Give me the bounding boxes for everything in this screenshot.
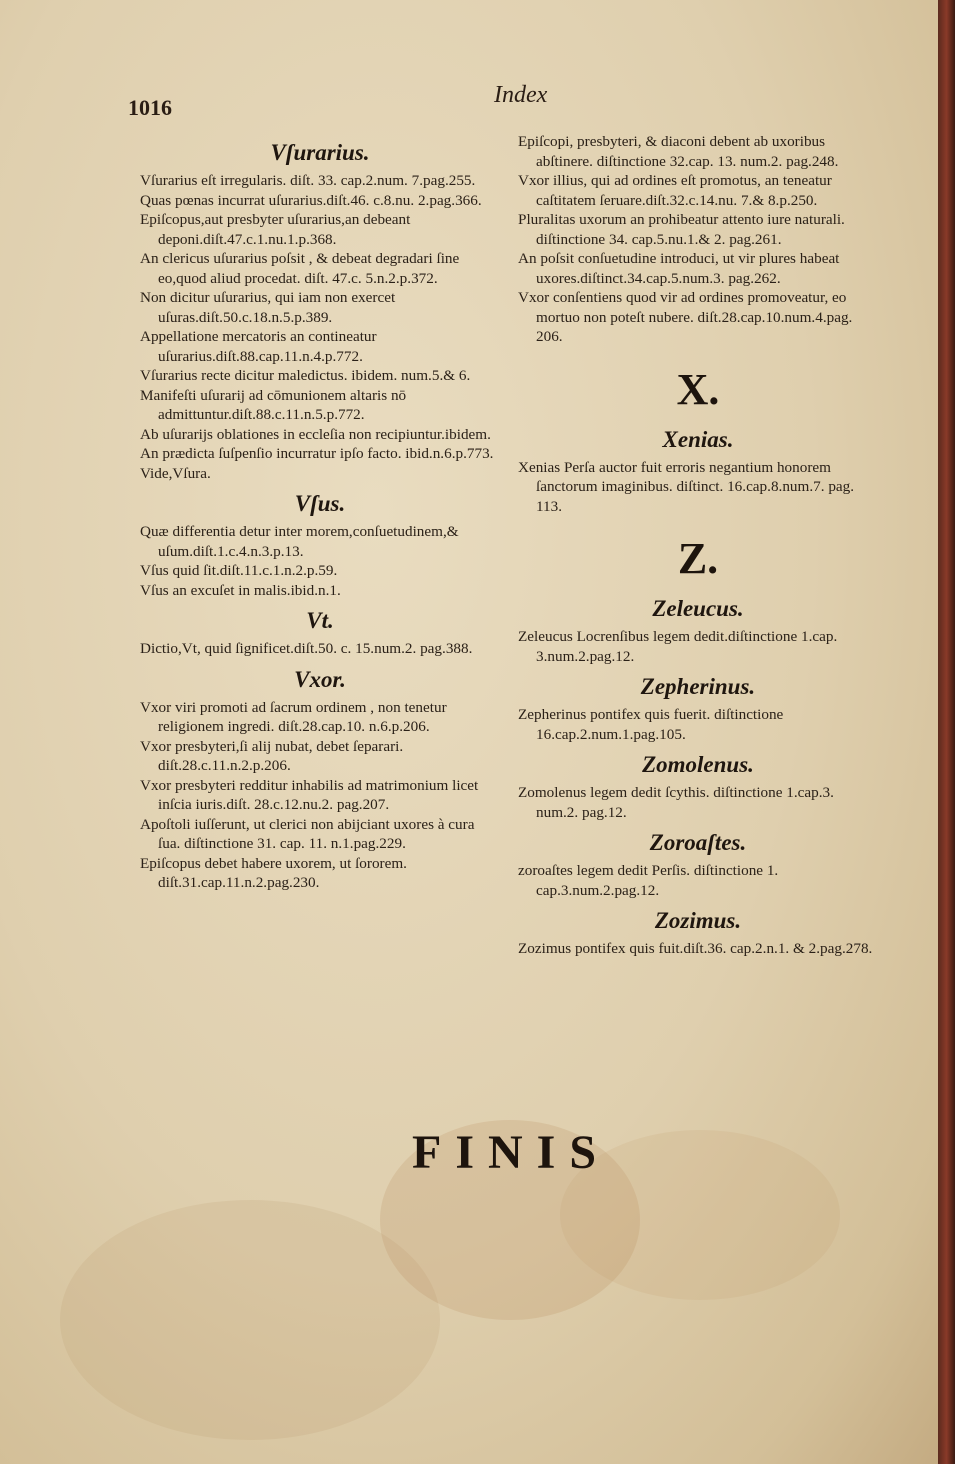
index-entry: Pluralitas uxorum an prohibeatur attento iure naturali. diſtinctione 34. cap.5.nu.1.& 2. pag.261.	[518, 211, 845, 248]
right-column	[518, 132, 878, 959]
section-heading: Xenias.	[662, 426, 734, 452]
section-heading: Vxor.	[294, 666, 346, 692]
section-heading: Vſus.	[294, 491, 346, 516]
section-heading: Zepherinus.	[640, 674, 756, 699]
index-entry: Non dicitur uſurarius, qui iam non exercet uſuras.diſt.50.c.18.n.5.p.389.	[140, 289, 396, 326]
index-entry: Vxor conſentiens quod vir ad ordines promoveatur, eo mortuo non poteſt nubere. diſt.28.cap.10.num.4.pag. 206.	[518, 289, 853, 345]
alphabet-letter: X.	[676, 364, 720, 414]
index-entry: Zeleucus Locrenſibus legem dedit.diſtinctione 1.cap. 3.num.2.pag.12.	[518, 628, 838, 665]
index-entry: Epiſcopus,aut presbyter uſurarius,an debeant deponi.diſt.47.c.1.nu.1.p.368.	[140, 211, 411, 248]
section-heading: Vſurarius.	[270, 140, 370, 165]
index-entry: Epiſcopus debet habere uxorem, ut ſororem. diſt.31.cap.11.n.2.pag.230.	[140, 854, 407, 891]
index-entry: Vxor presbyteri,ſi alij nubat, debet ſeparari. diſt.28.c.11.n.2.p.206.	[140, 737, 404, 774]
index-entry: Zomolenus legem dedit ſcythis. diſtinctione 1.cap.3. num.2. pag.12.	[518, 784, 834, 821]
index-entry: Vxor illius, qui ad ordines eſt promotus, an teneatur caſtitatem ſeruare.diſt.32.c.14.nu. 7.& 8.p.250.	[518, 172, 832, 209]
water-stain	[60, 1200, 440, 1440]
index-entry: Quæ differentia detur inter morem,conſuetudinem,& uſum.diſt.1.c.4.n.3.p.13.	[140, 523, 459, 560]
section-heading: Zeleucus.	[652, 596, 744, 621]
finis-text: FINIS	[412, 1126, 611, 1179]
section-heading: Zozimus.	[654, 908, 742, 933]
index-entry: Vſus an excuſet in malis.ibid.n.1.	[140, 581, 341, 599]
index-entry: Xenias Perſa auctor fuit erroris negantium honorem ſanctorum imaginibus. diſtinct. 16.cap.8.num.7. pag. 113.	[518, 458, 855, 515]
section-heading: Vt.	[306, 608, 334, 633]
running-head: Index	[494, 82, 548, 108]
index-entry: Manifeſti uſurarij ad cōmunionem altaris nō admittuntur.diſt.88.c.11.n.5.p.772.	[140, 386, 407, 423]
index-entry: Zepherinus pontifex quis fuerit. diſtinctione 16.cap.2.num.1.pag.105.	[518, 706, 784, 743]
index-entry: Apoſtoli iuſſerunt, ut clerici non abijciant uxores à cura ſua. diſtinctione 31. cap. 11. n.1.pag.229.	[140, 815, 475, 852]
index-entry: Vſurarius eſt irregularis. diſt. 33. cap.2.num. 7.pag.255.	[140, 172, 476, 189]
index-entry: Dictio,Vt, quid ſignificet.diſt.50. c. 15.num.2. pag.388.	[140, 640, 473, 657]
book-edge	[938, 0, 955, 1464]
left-column	[140, 132, 500, 893]
section-heading: Zomolenus.	[642, 752, 754, 777]
page-number: 1016	[128, 95, 172, 120]
alphabet-letter: Z.	[677, 534, 719, 583]
index-entry: Vxor viri promoti ad ſacrum ordinem , non tenetur religionem ingredi. diſt.28.cap.10. n.6.p.206.	[140, 698, 447, 735]
index-entry: An clericus uſurarius poſsit , & debeat degradari ſine eo,quod aliud procedat. diſt. 47.c. 5.n.2.p.372.	[140, 250, 460, 287]
index-entry: Vxor presbyteri redditur inhabilis ad matrimonium licet inſcia iuris.diſt. 28.c.12.nu.2. pag.207.	[140, 776, 479, 813]
section-heading: Zoroaſtes.	[649, 830, 747, 855]
index-entry: zoroaſtes legem dedit Perſis. diſtinctione 1. cap.3.num.2.pag.12.	[518, 862, 779, 899]
index-entry: Vide,Vſura.	[140, 464, 211, 482]
index-entry: Vſurarius recte dicitur maledictus. ibidem. num.5.& 6.	[140, 367, 471, 384]
index-entry: An prædicta ſuſpenſio incurratur ipſo facto. ibid.n.6.p.773.	[140, 445, 494, 462]
index-entry: Quas pœnas incurrat uſurarius.diſt.46. c.8.nu. 2.pag.366.	[140, 191, 482, 209]
index-entry: An poſsit conſuetudine introduci, ut vir plures habeat uxores.diſtinct.34.cap.5.num.3. pag.262.	[518, 250, 840, 287]
index-entry: Ab uſurarijs oblationes in eccleſia non recipiuntur.ibidem.	[140, 425, 491, 443]
index-entry: Vſus quid ſit.diſt.11.c.1.n.2.p.59.	[140, 562, 338, 579]
index-entry: Epiſcopi, presbyteri, & diaconi debent ab uxoribus abſtinere. diſtinctione 32.cap. 13. num.2. pag.248.	[518, 133, 839, 170]
index-entry: Appellatione mercatoris an contineatur uſurarius.diſt.88.cap.11.n.4.p.772.	[140, 328, 377, 365]
index-entry: Zozimus pontifex quis fuit.diſt.36. cap.2.n.1. & 2.pag.278.	[518, 940, 873, 957]
